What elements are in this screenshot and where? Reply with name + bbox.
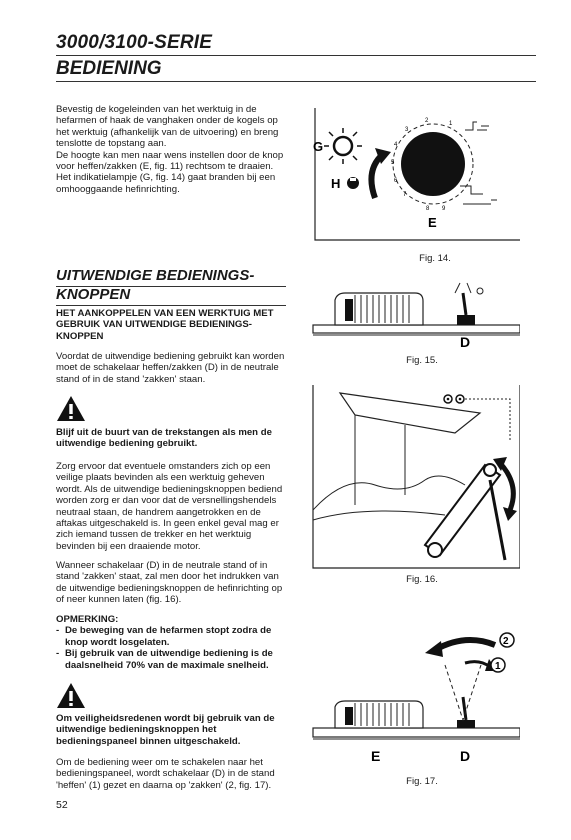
section-paragraph-1: Voordat de uitwendige bediening gebruikt kan worden moet de schakelaar heffen/zakken (D) in de neutrale stand of in de stand 'zakken' staan. bbox=[56, 351, 285, 385]
section-subtitle: HET AANKOPPELEN VAN EEN WERKTUIG MET GEBRUIK VAN UITWENDIGE BEDIENINGS-KNOPPEN bbox=[56, 308, 274, 342]
section-paragraph-2: Zorg ervoor dat eventuele omstanders zich op een veilige plaats bevinden als een werktuig geheven wordt. Als de uitwendige bedieningsknoppen bediend worden zorg er dan voor dat de versnellingshendels neutraal staan, de handrem aangetrokken en de aftakas uitgeschakeld is. In geen enkel geval mag er zich iemand tussen de trekker en het werktuig bevinden bij een draaiende motor. bbox=[56, 461, 283, 552]
lower-arrow-icon bbox=[435, 640, 495, 650]
fig14-label-g: G bbox=[313, 139, 324, 154]
section-title-line-1: UITWENDIGE BEDIENINGS- bbox=[56, 267, 255, 284]
dial-number-6: 7 bbox=[403, 192, 407, 198]
fig14-caption: Fig. 14. bbox=[419, 253, 451, 264]
warning-icon-2 bbox=[56, 682, 86, 709]
figure-14 bbox=[305, 108, 520, 253]
warning-1-text: Blijf uit de buurt van de trekstangen als men de uitwendige bediening gebruikt. bbox=[56, 427, 272, 450]
fig14-label-e: E bbox=[428, 215, 437, 230]
note-list bbox=[56, 625, 286, 671]
fig15-label-d: D bbox=[460, 334, 471, 350]
section-rule-1 bbox=[56, 286, 286, 287]
figure-17 bbox=[305, 625, 520, 770]
lift-arrow-icon bbox=[465, 662, 490, 667]
fig15-caption: Fig. 15. bbox=[406, 355, 438, 366]
page-number: 52 bbox=[56, 799, 68, 811]
dial-number-0: 1 bbox=[449, 121, 453, 127]
intro-paragraph-2: De hoogte kan men naar wens instellen door de knop voor heffen/zakken (E, fig. 11) rechtsom te draaien. Het indikatielampje (G, fig. 14) gaat branden bij een omhooggaande hefinrichting. bbox=[56, 149, 284, 195]
fig17-label-d: D bbox=[460, 748, 471, 764]
fig16-caption: Fig. 16. bbox=[406, 574, 438, 585]
section-paragraph-4: Om de bediening weer om te schakelen naar het bedieningspaneel, wordt schakelaar (D) in de stand 'heffen' (1) gezet en daarna op 'zakken' (2, fig. 17). bbox=[56, 757, 275, 791]
fig17-label-2: 2 bbox=[503, 636, 509, 647]
series-title: 3000/3100-SERIE bbox=[56, 32, 213, 53]
note-title: OPMERKING: bbox=[56, 614, 119, 625]
dial-number-7: 8 bbox=[426, 206, 430, 212]
warning-2-text: Om veiligheidsredenen wordt bij gebruik van de uitwendige bedieningsknoppen het bedieningspaneel binnen uitgeschakeld. bbox=[56, 713, 275, 747]
dial-number-3: 4 bbox=[394, 142, 398, 148]
switch-d-icon bbox=[457, 315, 475, 325]
lift-symbol-icon bbox=[465, 122, 489, 130]
lower-symbol-icon bbox=[460, 186, 497, 204]
dial-number-4: 5 bbox=[391, 160, 395, 166]
figure-16 bbox=[305, 385, 520, 570]
page-title: BEDIENING bbox=[56, 58, 162, 79]
fig14-label-h: H bbox=[331, 176, 341, 191]
dial-number-2: 3 bbox=[405, 127, 409, 133]
fig17-label-e: E bbox=[371, 748, 381, 764]
header-rule-bottom bbox=[56, 81, 536, 82]
indicator-lamp-icon bbox=[334, 137, 352, 155]
section-paragraph-3: Wanneer schakelaar (D) in de neutrale stand of in stand 'zakken' staat, zal men door het indrukken van de uitwendige bedieningsknoppen de hefinrichting op of neer kunnen laten (fig. 16). bbox=[56, 560, 283, 606]
height-dial-icon bbox=[401, 132, 465, 196]
dial-number-5: 6 bbox=[394, 178, 398, 184]
dial-number-8: 9 bbox=[442, 206, 446, 212]
section-uitwendige-title bbox=[56, 266, 254, 304]
note-item-1: - De beweging van de hefarmen stopt zodra de knop wordt losgelaten. bbox=[56, 625, 286, 648]
note-block bbox=[56, 614, 286, 671]
dial-number-1: 2 bbox=[425, 118, 429, 124]
section-title-line-2: KNOPPEN bbox=[56, 286, 131, 303]
header-rule-top bbox=[56, 55, 536, 56]
section-rule-2 bbox=[56, 305, 286, 306]
warning-icon bbox=[56, 395, 86, 422]
intro-text bbox=[56, 104, 286, 195]
figure-15 bbox=[305, 275, 520, 350]
lift-arm-icon bbox=[425, 465, 500, 555]
switch-d-icon-2 bbox=[457, 720, 475, 728]
intro-paragraph-1: Bevestig de kogeleinden van het werktuig in de hefarmen of haak de vanghaken onder de kogels op het werktuig (afhankelijk van de uitvoering) en breng tenslotte de topstang aan. bbox=[56, 104, 279, 150]
fig17-label-1: 1 bbox=[495, 661, 501, 672]
fig17-caption: Fig. 17. bbox=[406, 776, 438, 787]
motion-arrow-icon bbox=[500, 463, 513, 510]
note-item-2: - Bij gebruik van de uitwendige bediening is de daalsnelheid 70% van de maximale snelheid. bbox=[56, 648, 286, 671]
